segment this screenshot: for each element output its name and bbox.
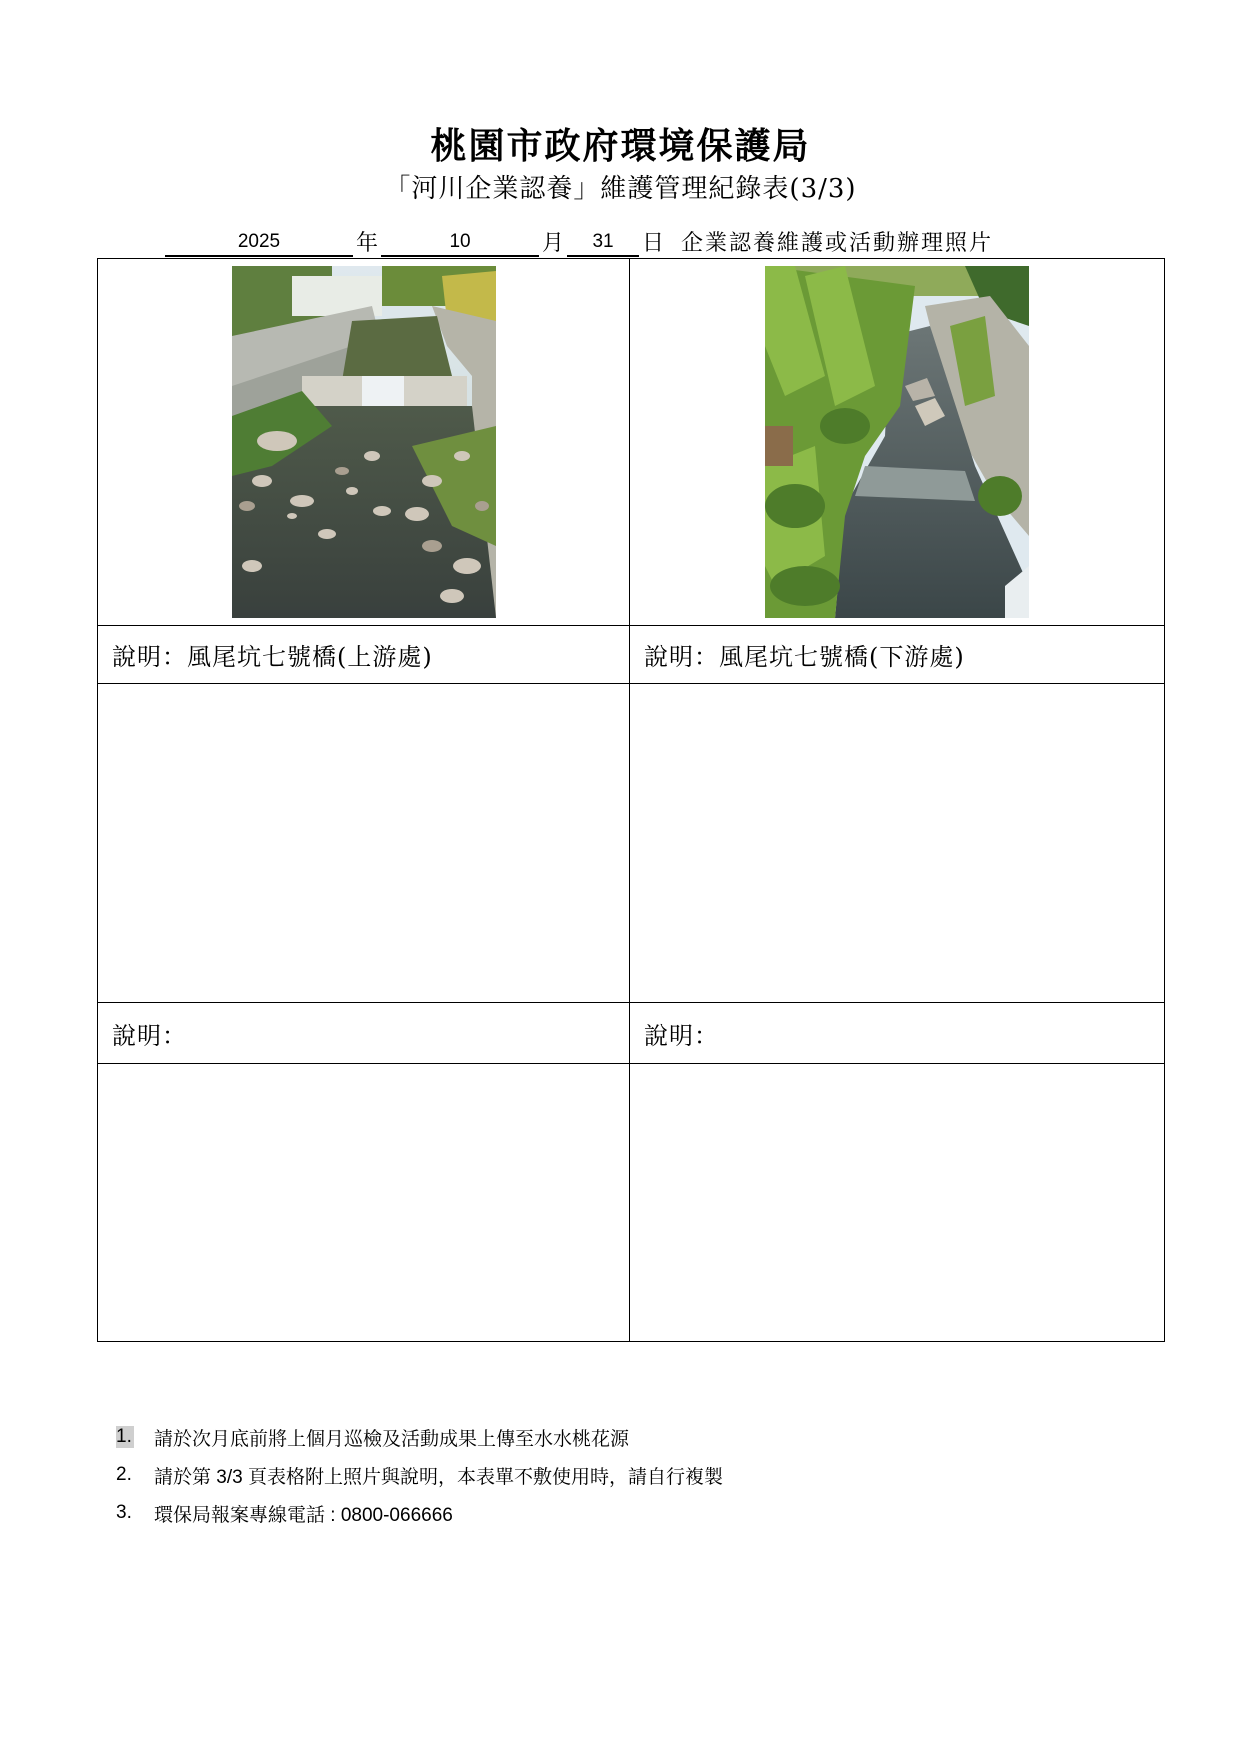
caption-photo-3: 說明： xyxy=(98,1003,630,1064)
day-label: 日 xyxy=(642,231,665,256)
note-number: 3. xyxy=(116,1502,132,1523)
empty-photo-cell-6[interactable] xyxy=(630,1064,1165,1342)
year-field[interactable]: 2025 xyxy=(165,229,353,257)
page-title: 桃園市政府環境保護局 xyxy=(430,125,811,167)
caption-downstream: 說明：風尾坑七號橋(下游處) xyxy=(630,626,1165,684)
caption-upstream: 說明：風尾坑七號橋(上游處) xyxy=(98,626,630,684)
month-field[interactable]: 10 xyxy=(381,229,539,257)
note-item xyxy=(116,1456,723,1494)
photo-cell-upstream xyxy=(98,259,630,626)
year-label: 年 xyxy=(356,231,379,256)
note-item xyxy=(116,1418,723,1456)
note-text: 請於第 3/3 頁表格附上照片與說明，本表單不敷使用時，請自行複製 xyxy=(154,1466,723,1488)
caption-photo-4: 說明： xyxy=(630,1003,1165,1064)
empty-photo-cell-4[interactable] xyxy=(630,684,1165,1003)
date-line xyxy=(165,226,993,258)
note-item xyxy=(116,1494,723,1532)
notes-list xyxy=(116,1418,723,1532)
photo-section-title: 企業認養維護或活動辦理照片 xyxy=(681,231,994,256)
empty-photo-cell-5[interactable] xyxy=(98,1064,630,1342)
note-number: 2. xyxy=(116,1464,132,1485)
form-subtitle: 「河川企業認養」維護管理紀錄表(3/3) xyxy=(384,174,857,204)
empty-photo-cell-3[interactable] xyxy=(98,684,630,1003)
photo-cell-downstream xyxy=(630,259,1165,626)
note-text: 環保局報案專線電話 : 0800-066666 xyxy=(154,1504,453,1526)
downstream-river-photo xyxy=(765,266,1029,618)
note-text: 請於次月底前將上個月巡檢及活動成果上傳至水水桃花源 xyxy=(154,1428,630,1450)
upstream-river-photo xyxy=(232,266,496,618)
day-field[interactable]: 31 xyxy=(567,229,639,257)
month-label: 月 xyxy=(542,231,565,256)
note-number: 1. xyxy=(116,1426,134,1448)
photo-record-table xyxy=(97,258,1165,1342)
